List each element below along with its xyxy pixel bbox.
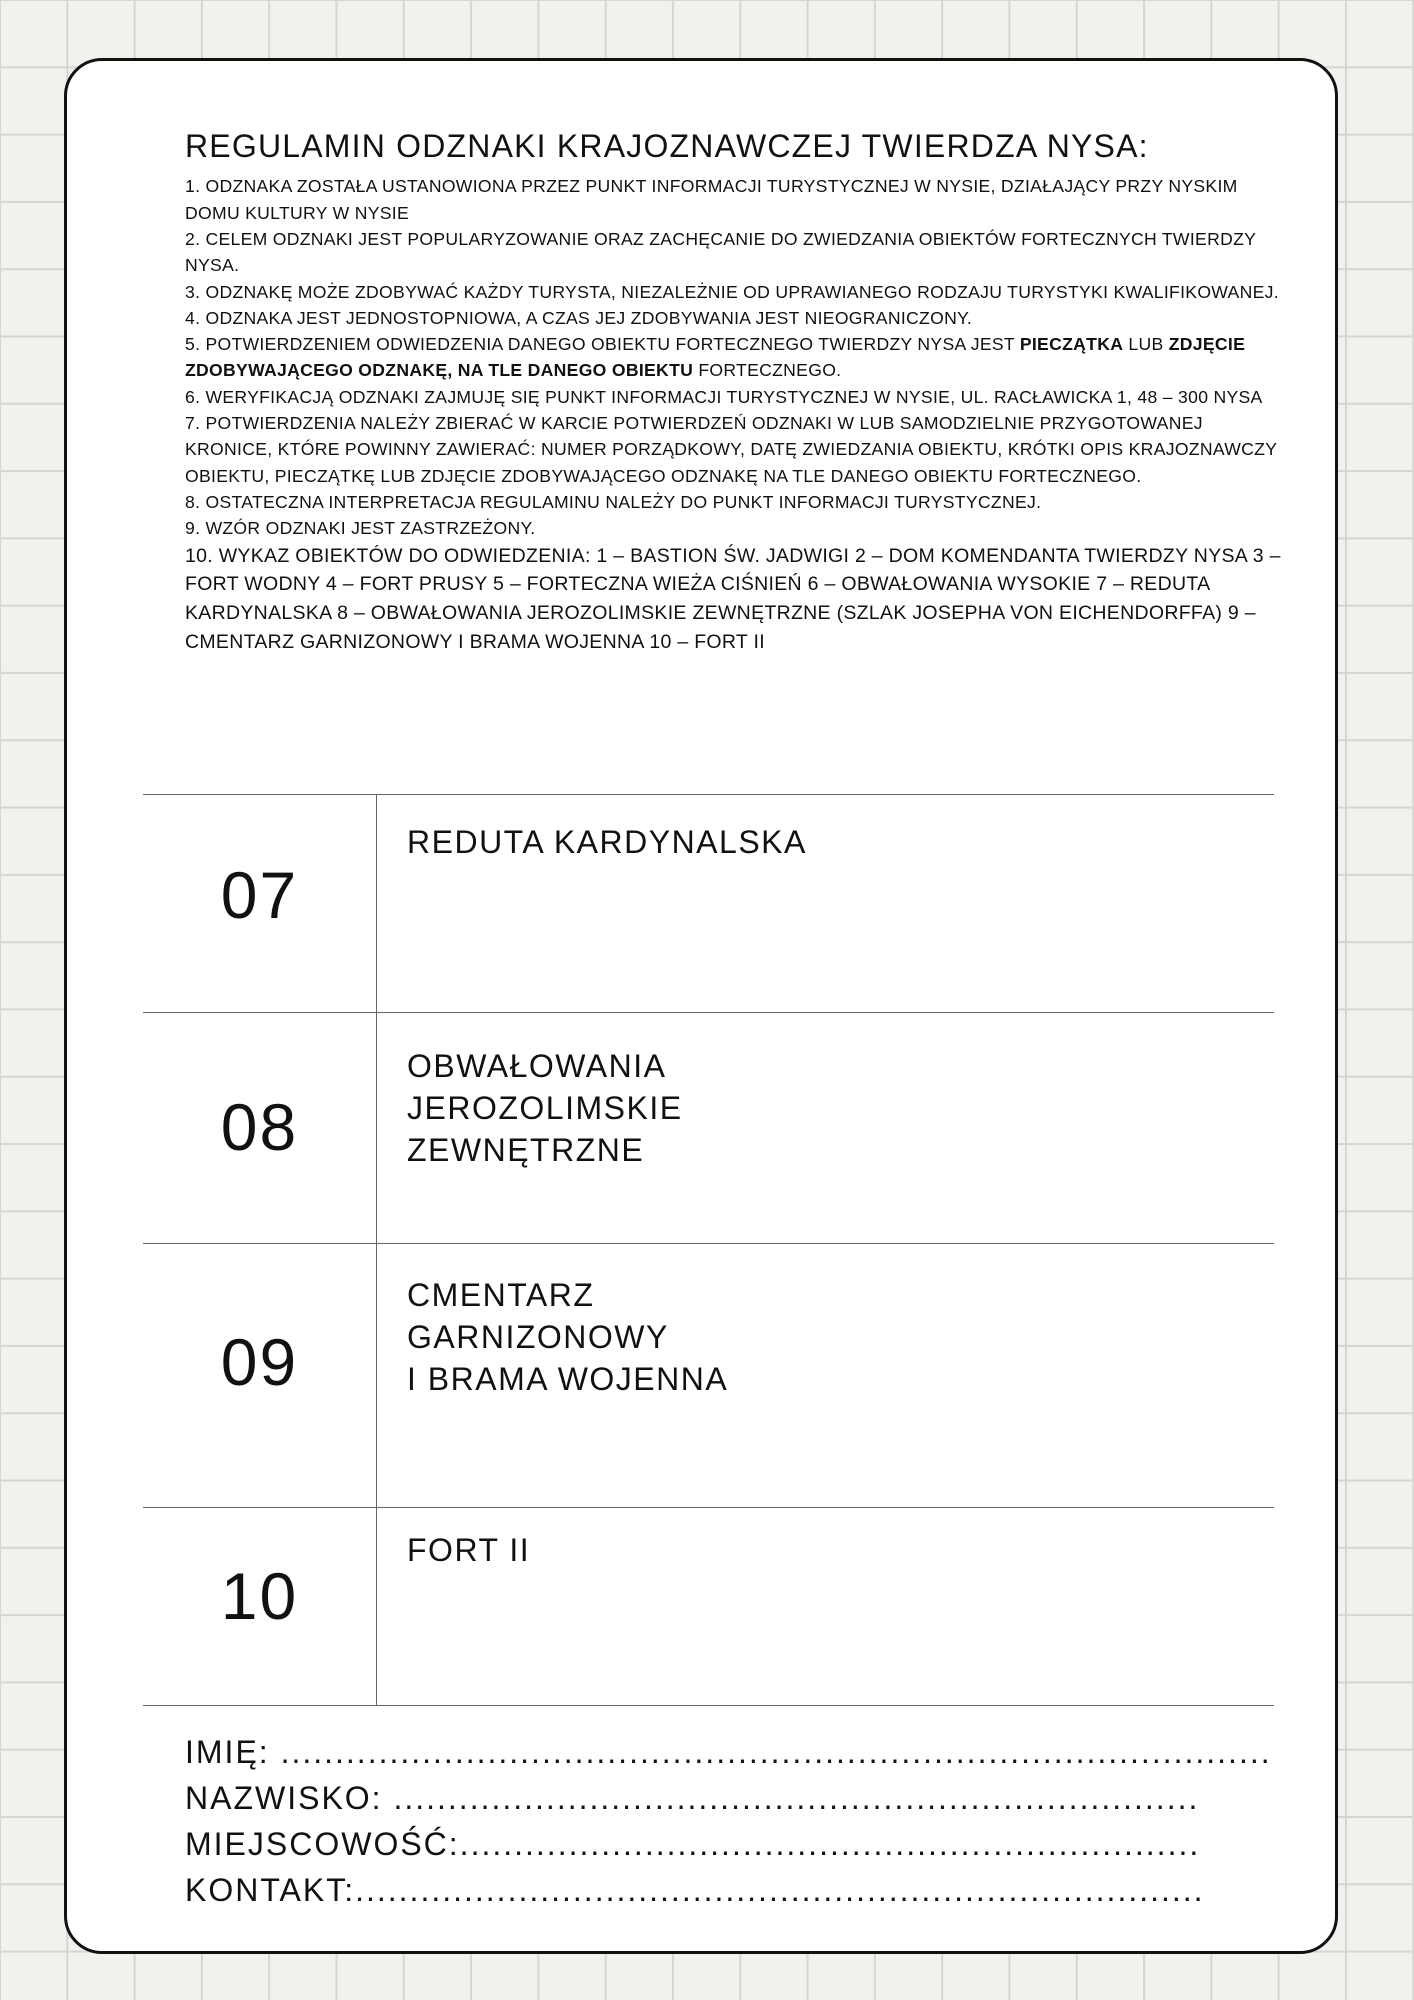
rule-5 — [185, 331, 1285, 384]
rule-1: 1. ODZNAKA ZOSTAŁA USTANOWIONA PRZEZ PUNKT INFORMACJI TURYSTYCZNEJ W NYSIE, DZIAŁAJĄCY PRZY NYSKIM DOMU KULTURY W NYSIE — [185, 176, 1238, 223]
table-row[interactable] — [143, 1012, 1274, 1243]
column-divider — [376, 1508, 377, 1705]
column-divider — [376, 1244, 377, 1507]
object-name: CMENTARZ GARNIZONOWY I BRAMA WOJENNA — [407, 1277, 729, 1397]
object-number: 07 — [220, 858, 299, 932]
rule-7: 7. POTWIERDZENIA NALEŻY ZBIERAĆ W KARCIE POTWIERDZEŃ ODZNAKI W LUB SAMODZIELNIE PRZYGOTOWANEJ KRONICE, KTÓRE POWINNY ZAWIERAĆ: NUMER PORZĄDKOWY, DATĘ ZWIEDZANIA OBIEKTU, KRÓTKI OPIS KRAJOZNAWCZY OBIEKTU, PIECZĄTKĘ LUB ZDJĘCIE ZDOBYWAJĄCEGO ODZNAKĘ NA TLE DANEGO OBIEKTU FORTECZNEGO. — [185, 413, 1277, 486]
rules-title: REGULAMIN ODZNAKI KRAJOZNAWCZEJ TWIERDZA NYSA: — [185, 128, 1149, 164]
rule-4: 4. ODZNAKA JEST JEDNOSTOPNIOWA, A CZAS JEJ ZDOBYWANIA JEST NIEOGRANICZONY. — [185, 307, 973, 328]
object-name: REDUTA KARDYNALSKA — [407, 824, 807, 860]
rules-section — [185, 127, 1285, 657]
rule-8: 8. OSTATECZNA INTERPRETACJA REGULAMINU NALEŻY DO PUNKT INFORMACJI TURYSTYCZNEJ. — [185, 491, 1042, 512]
first-name-field[interactable]: IMIĘ: ........................................................................................... — [185, 1734, 1272, 1770]
table-row[interactable] — [143, 1243, 1274, 1507]
city-field[interactable]: MIEJSCOWOŚĆ:.................................................................... — [185, 1826, 1201, 1862]
rule-9: 9. WZÓR ODZNAKI JEST ZASTRZEŻONY. — [185, 518, 536, 539]
rule-6: 6. WERYFIKACJĄ ODZNAKI ZAJMUJĘ SIĘ PUNKT INFORMACJI TURYSTYCZNEJ W NYSIE, UL. RACŁAWICKA 1, 48 – 300 NYSA — [185, 386, 1263, 407]
objects-table — [143, 794, 1274, 1706]
object-number: 10 — [220, 1559, 299, 1633]
column-divider — [376, 795, 377, 1012]
object-name: FORT II — [407, 1532, 531, 1568]
rule-2: 2. CELEM ODZNAKI JEST POPULARYZOWANIE ORAZ ZACHĘCANIE DO ZWIEDZANIA OBIEKTÓW FORTECZNYCH TWIERDZY NYSA. — [185, 228, 1256, 276]
last-name-field[interactable]: NAZWISKO: .......................................................................... — [185, 1780, 1200, 1816]
object-name: OBWAŁOWANIA JEROZOLIMSKIE ZEWNĘTRZNE — [407, 1048, 683, 1168]
rule-5-end: FORTECZNEGO. — [693, 360, 842, 381]
table-row[interactable] — [143, 794, 1274, 1012]
rule-5-photo: ZDJĘCIE ZDOBYWAJĄCEGO ODZNAKĘ, NA TLE DANEGO OBIEKTU — [185, 334, 1246, 381]
contact-field[interactable]: KONTAKT:.............................................................................. — [185, 1872, 1205, 1908]
rule-5-or: LUB — [1123, 334, 1169, 355]
rule-3: 3. ODZNAKĘ MOŻE ZDOBYWAĆ KAŻDY TURYSTA, NIEZALEŻNIE OD UPRAWIANEGO RODZAJU TURYSTYKI KWALIFIKOWANEJ. — [185, 281, 1279, 302]
table-row[interactable] — [143, 1507, 1274, 1706]
rule-5-text: 5. POTWIERDZENIEM ODWIEDZENIA DANEGO OBIEKTU FORTECZNEGO TWIERDZY NYSA JEST — [185, 334, 1020, 355]
badge-card — [64, 58, 1338, 1954]
object-number: 08 — [220, 1090, 299, 1164]
column-divider — [376, 1013, 377, 1243]
object-number: 09 — [220, 1325, 299, 1399]
participant-form — [185, 1729, 1285, 1913]
rule-10: 10. WYKAZ OBIEKTÓW DO ODWIEDZENIA: 1 – BASTION ŚW. JADWIGI 2 – DOM KOMENDANTA TWIERDZY NYSA 3 – FORT WODNY 4 – FORT PRUSY 5 – FORTECZNA WIEŻA CIŚNIEŃ 6 – OBWAŁOWANIA WYSOKIE 7 – REDUTA KARDYNALSKA 8 – OBWAŁOWANIA JEROZOLIMSKIE ZEWNĘTRZNE (SZLAK JOSEPHA VON EICHENDORFFA) 9 – CMENTARZ GARNIZONOWY I BRAMA WOJENNA 10 – FORT II — [185, 544, 1281, 653]
rule-5-stamp: PIECZĄTKA — [1019, 334, 1124, 355]
